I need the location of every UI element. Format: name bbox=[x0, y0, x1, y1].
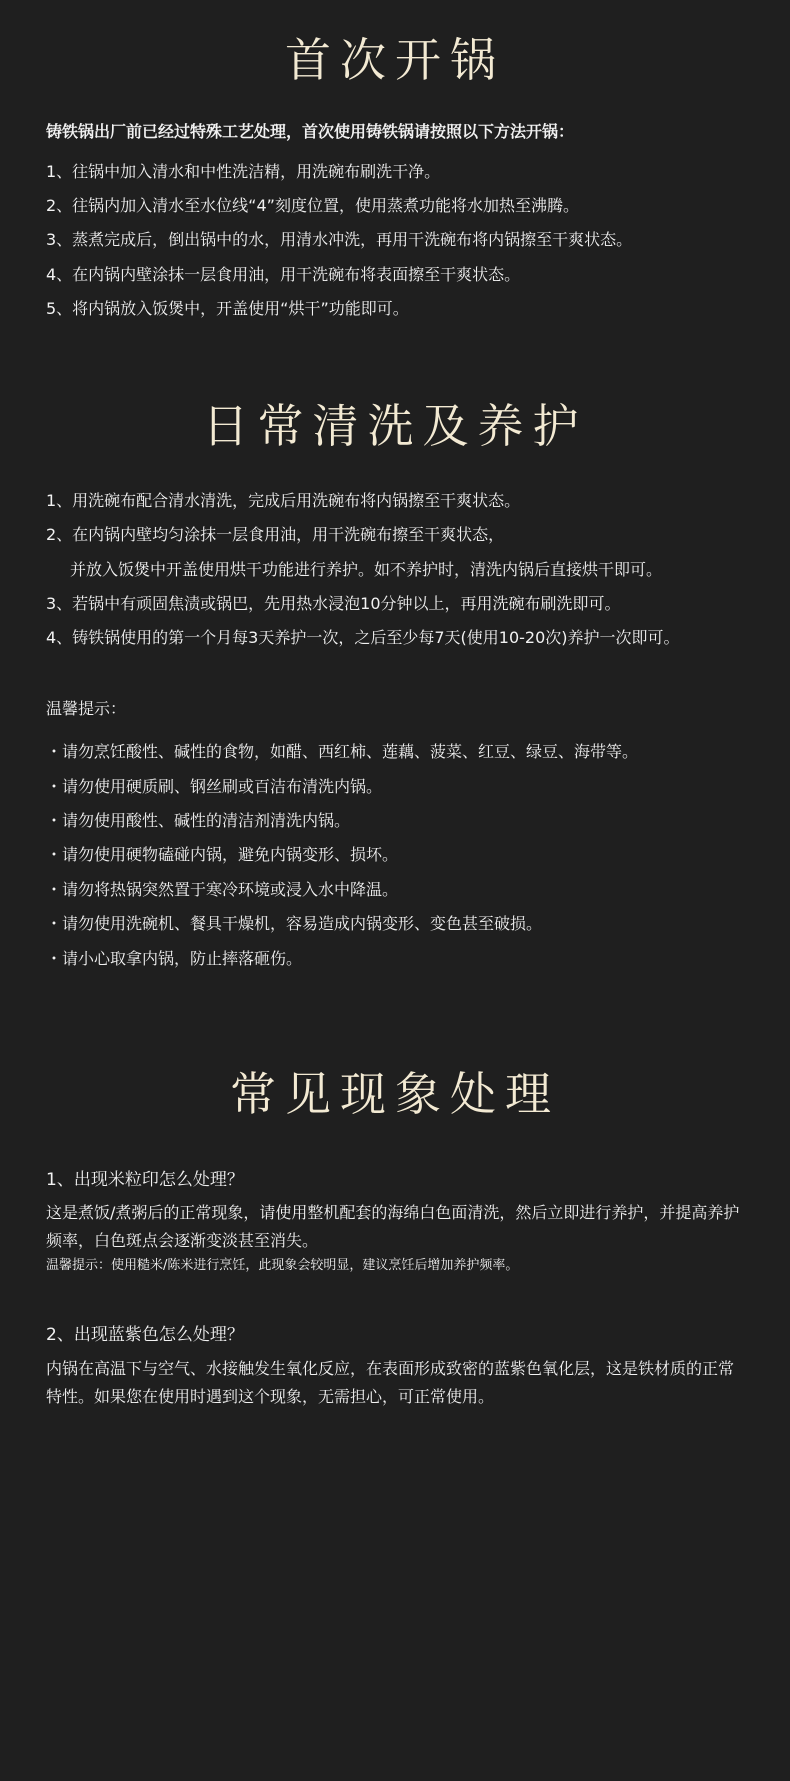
daily-care-step: 1、用洗碗布配合清水清洗，完成后用洗碗布将内锅擦至干爽状态。 bbox=[46, 491, 521, 510]
issue-question: 2、出现蓝紫色怎么处理？ bbox=[46, 1325, 244, 1345]
first-use-step: 5、将内锅放入饭煲中，开盖使用“烘干”功能即可。 bbox=[46, 299, 409, 318]
section-title-daily-care: 日常清洗及养护 bbox=[202, 399, 588, 453]
tip-item: ・请勿使用酸性、碱性的清洁剂清洗内锅。 bbox=[46, 811, 351, 830]
tip-item: ・请勿烹饪酸性、碱性的食物，如醋、西红柿、莲藕、菠菜、红豆、绿豆、海带等。 bbox=[46, 742, 639, 761]
first-use-step: 1、往锅中加入清水和中性洗洁精，用洗碗布刷洗干净。 bbox=[46, 162, 441, 181]
section-title-first-use: 首次开锅 bbox=[285, 33, 505, 87]
tip-item: ・请勿将热锅突然置于寒冷环境或浸入水中降温。 bbox=[46, 880, 399, 899]
tip-item: ・请勿使用硬物磕碰内锅，避免内锅变形、损坏。 bbox=[46, 845, 399, 864]
tip-item: ・请小心取拿内锅，防止摔落砸伤。 bbox=[46, 949, 303, 968]
tips-heading: 温馨提示： bbox=[46, 699, 127, 718]
tip-item: ・请勿使用洗碗机、餐具干燥机，容易造成内锅变形、变色甚至破损。 bbox=[46, 914, 543, 933]
daily-care-step: 2、在内锅内壁均匀涂抹一层食用油，用干洗碗布擦至干爽状态， bbox=[46, 525, 505, 544]
daily-care-step: 4、铸铁锅使用的第一个月每3天养护一次，之后至少每7天(使用10-20次)养护一次即可。 bbox=[46, 628, 680, 647]
first-use-intro: 铸铁锅出厂前已经过特殊工艺处理，首次使用铸铁锅请按照以下方法开锅： bbox=[46, 122, 575, 141]
first-use-step: 4、在内锅内壁涂抹一层食用油，用干洗碗布将表面擦至干爽状态。 bbox=[46, 265, 521, 284]
daily-care-step-continued: 并放入饭煲中开盖使用烘干功能进行养护。如不养护时，清洗内锅后直接烘干即可。 bbox=[70, 560, 663, 579]
first-use-step: 3、蒸煮完成后，倒出锅中的水，用清水冲洗，再用干洗碗布将内锅擦至干爽状态。 bbox=[46, 230, 633, 249]
first-use-step: 2、往锅内加入清水至水位线“4”刻度位置，使用蒸煮功能将水加热至沸腾。 bbox=[46, 196, 579, 215]
issue-tip: 温馨提示：使用糙米/陈米进行烹饪，此现象会较明显，建议烹饪后增加养护频率。 bbox=[46, 1258, 519, 1273]
section-title-common-issues: 常见现象处理 bbox=[230, 1067, 560, 1121]
tip-item: ・请勿使用硬质刷、钢丝刷或百洁布清洗内锅。 bbox=[46, 777, 383, 796]
daily-care-step: 3、若锅中有顽固焦渍或锅巴，先用热水浸泡10分钟以上，再用洗碗布刷洗即可。 bbox=[46, 594, 621, 613]
issue-answer: 内锅在高温下与空气、水接触发生氧化反应，在表面形成致密的蓝紫色氧化层，这是铁材质的正常特性。如果您在使用时遇到这个现象，无需担心，可正常使用。 bbox=[46, 1359, 735, 1406]
issue-answer: 这是煮饭/煮粥后的正常现象，请使用整机配套的海绵白色面清洗，然后立即进行养护，并提高养护频率，白色斑点会逐渐变淡甚至消失。 bbox=[46, 1203, 740, 1250]
issue-question: 1、出现米粒印怎么处理？ bbox=[46, 1170, 244, 1190]
